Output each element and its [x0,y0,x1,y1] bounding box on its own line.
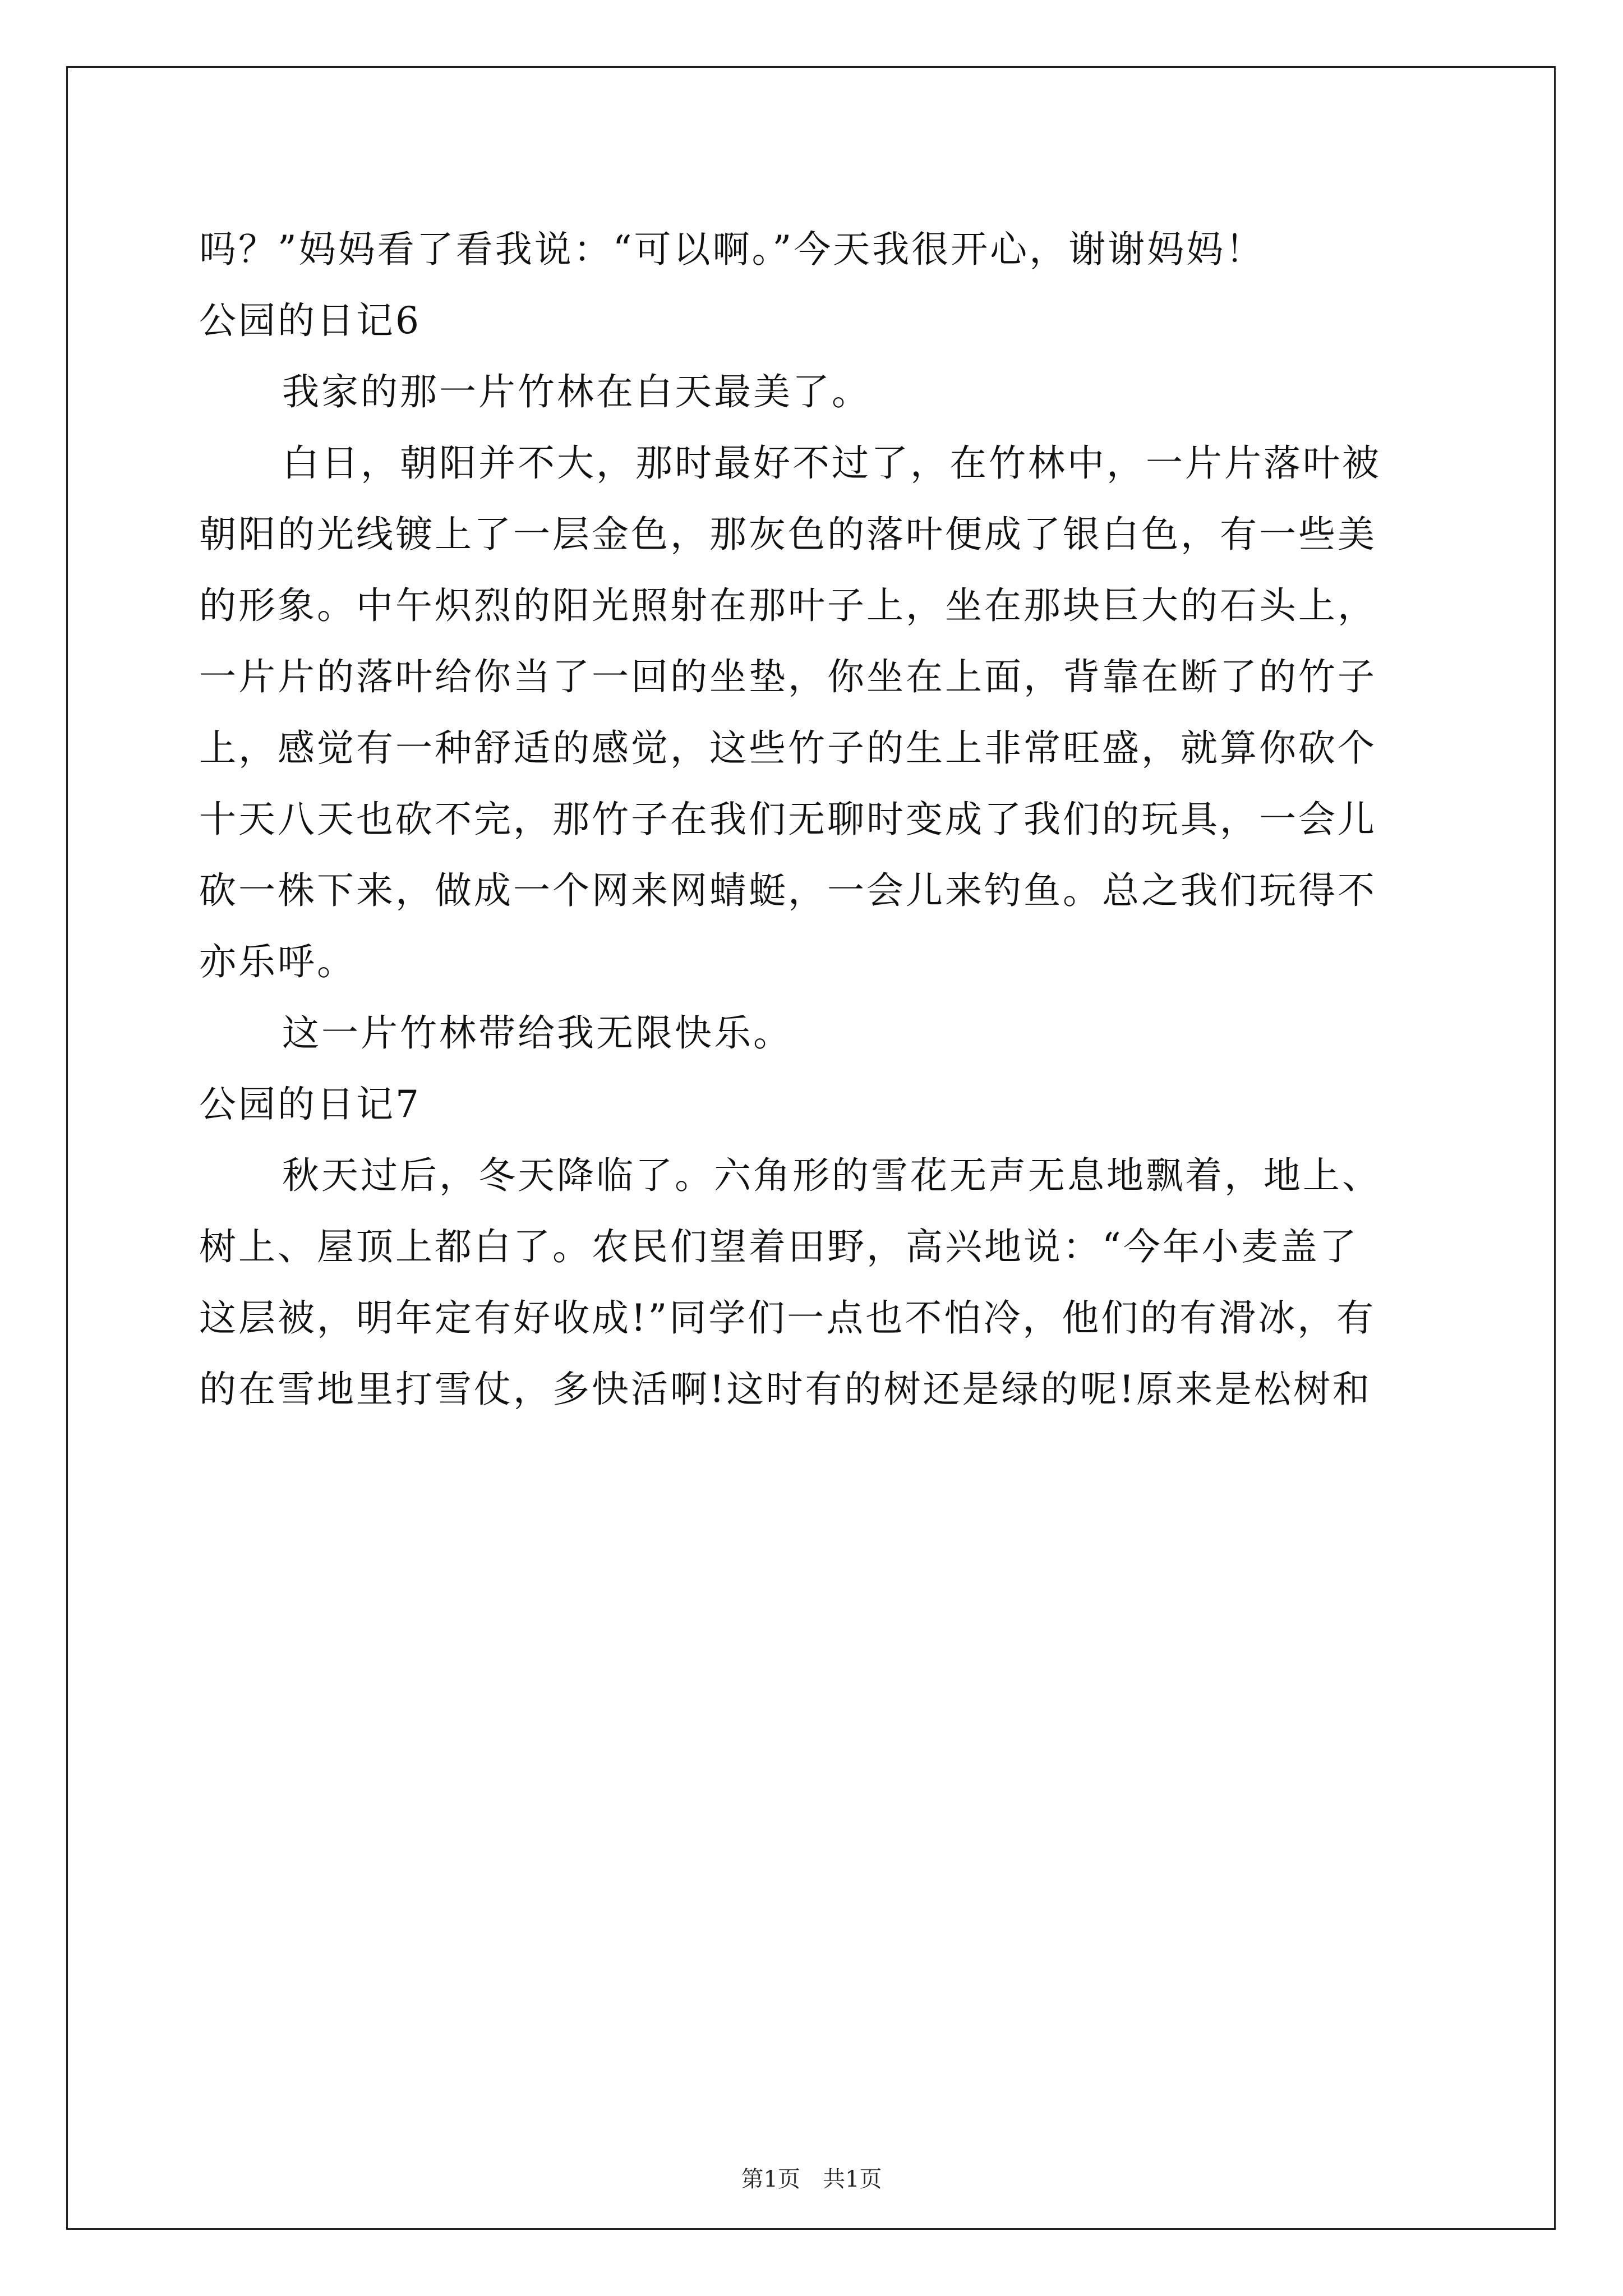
text-line: 的在雪地里打雪仗，多快活啊!这时有的树还是绿的呢!原来是松树和 [199,1368,1372,1411]
text-line: 的形象。中午炽烈的阳光照射在那叶子上，坐在那块巨大的石头上， [199,584,1377,627]
page-number-footer: 第1页 共1页 [741,2166,882,2192]
section-heading: 公园的日记6 [199,299,421,342]
text-line: 朝阳的光线镀上了一层金色，那灰色的落叶便成了银白色，有一些美 [199,513,1377,556]
text-line: 砍一株下来，做成一个网来网蜻蜓，一会儿来钓鱼。总之我们玩得不 [199,869,1377,912]
text-line: 树上、屋顶上都白了。农民们望着田野，高兴地说：“今年小麦盖了 [199,1225,1359,1268]
text-line: 十天八天也砍不完，那竹子在我们无聊时变成了我们的玩具，一会儿 [199,798,1377,841]
text-line: 白日，朝阳并不大，那时最好不过了，在竹林中，一片片落叶被 [282,441,1381,485]
text-line: 亦乐呼。 [199,940,356,983]
text-line: 秋天过后，冬天降临了。六角形的雪花无声无息地飘着，地上、 [282,1154,1381,1197]
text-line: 我家的那一片竹林在白天最美了。 [282,370,871,413]
section-heading: 公园的日记7 [199,1083,421,1126]
text-line: 这层被，明年定有好收成!”同学们一点也不怕冷，他们的有滑冰，有 [199,1296,1376,1340]
text-line: 吗？”妈妈看了看我说：“可以啊。”今天我很开心，谢谢妈妈！ [199,228,1265,271]
text-line: 这一片竹林带给我无限快乐。 [282,1011,792,1055]
text-line: 一片片的落叶给你当了一回的坐垫，你坐在上面，背靠在断了的竹子 [199,655,1377,698]
text-line: 上，感觉有一种舒适的感觉，这些竹子的生上非常旺盛，就算你砍个 [199,726,1377,770]
